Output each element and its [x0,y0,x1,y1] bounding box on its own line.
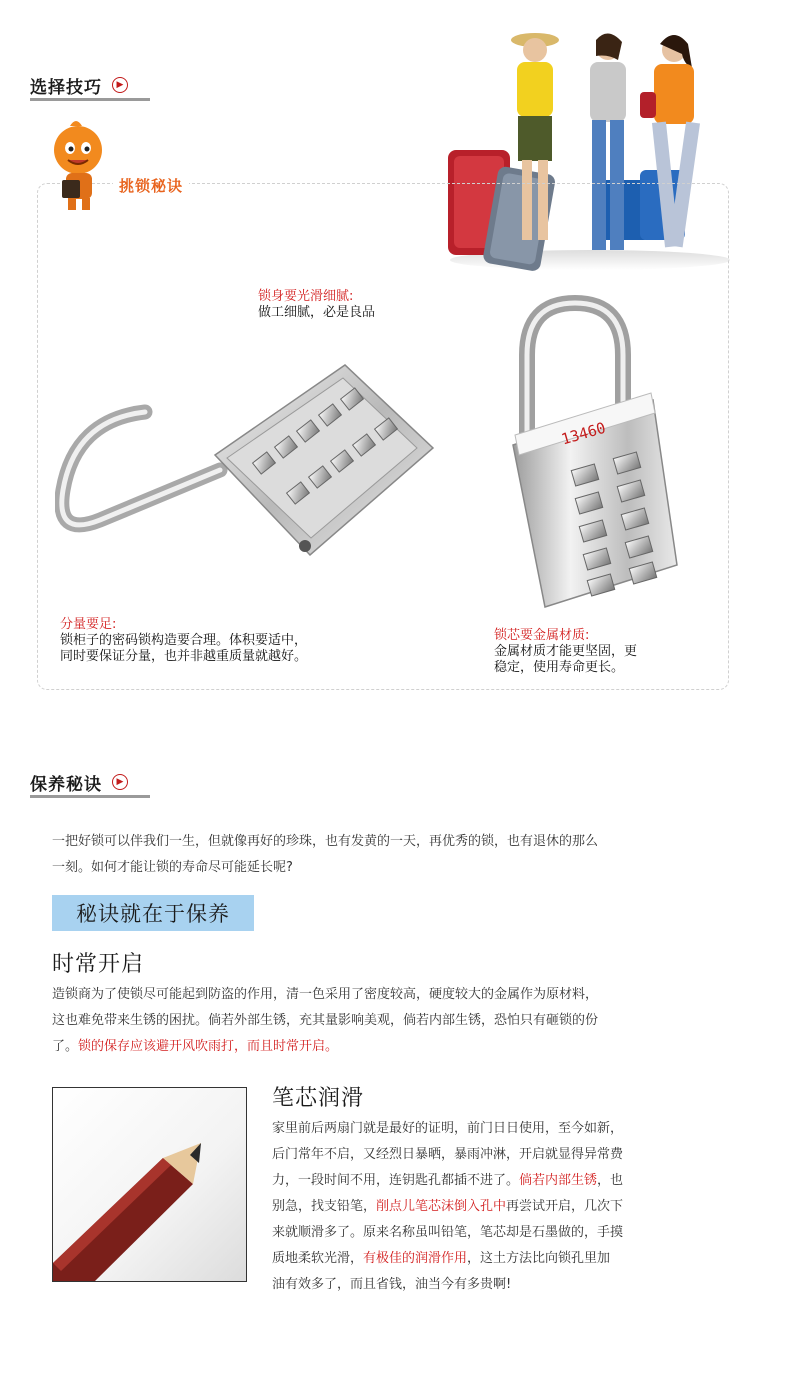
intro-line: 一把好锁可以伴我们一生，但就像再好的珍珠，也有发黄的一天，再优秀的锁，也有退休的那么 [52,834,599,849]
note-weight [60,617,307,665]
tip-line: 这也难免带来生锈的困扰。倘若外部生锈，充其量影响美观，倘若内部生锈，恐怕只有砸锁的份 [52,1013,599,1028]
highlight-text: 削点儿笔芯沫倒入孔中 [376,1199,507,1214]
maintenance-banner: 秘诀就在于保养 [52,895,254,931]
lock-code-text: 13460 [559,418,608,449]
text-span: 再尝试开启，几次下 [506,1199,624,1214]
push-button-lock-open [55,360,440,565]
note-line: 锁柜子的密码锁构造要合理。体积要适中， [60,633,308,648]
note-smooth-body [258,289,375,321]
note-body: 做工细腻，必是良品 [258,305,376,320]
tip-open-often-body [52,982,598,1060]
tip-line [272,1168,623,1194]
tip-graphite-body [272,1116,623,1298]
section-underline [30,795,150,798]
note-title: 锁身要光滑细腻: [258,289,354,304]
note-title: 锁芯要金属材质: [494,628,590,643]
note-title: 分量要足: [60,617,117,632]
push-button-lock-closed [505,295,690,610]
tip-graphite-title: 笔芯润滑 [272,1086,365,1111]
section-title: 选择技巧 [30,77,102,98]
text-span: 力，一段时间不用，连钥匙孔都插不进了。 [272,1173,520,1188]
tip-line [52,1034,598,1060]
text-span: ，这土方法比向锁孔里加 [467,1251,611,1266]
highlight-text: 有极佳的润滑作用 [363,1251,468,1266]
tip-line: 造锁商为了使锁尽可能起到防盗的作用，清一色采用了密度较高，硬度较大的金属作为原材料， [52,987,599,1002]
pencil-icon [53,1088,247,1282]
tip-line [272,1246,623,1272]
text-span: 了。 [52,1039,79,1054]
mascot-icon [50,118,110,213]
tip-line: 来就顺滑多了。原来名称虽叫铅笔，笔芯却是石墨做的，手摸 [272,1225,624,1240]
tip-line: 油有效多了，而且省钱，油当今有多贵啊! [272,1277,512,1292]
note-line: 同时要保证分量，也并非越重质量就越好。 [60,649,308,664]
note-core-material [494,628,637,676]
highlight-text: 倘若内部生锈 [519,1173,598,1188]
arrow-right-icon[interactable]: ▶ [112,774,128,790]
tip-line: 后门常年不启，又经烈日暴晒，暴雨冲淋，开启就显得异常费 [272,1147,624,1162]
tip-open-often-title: 时常开启 [52,952,145,977]
highlight-text: 锁的保存应该避开风吹雨打，而且时常开启。 [78,1039,339,1054]
mascot-title: 挑锁秘诀 [113,175,189,196]
intro-line: 一刻。如何才能让锁的寿命尽可能延长呢? [52,860,293,875]
note-line: 稳定，使用寿命更长。 [494,660,625,675]
tip-line [272,1194,623,1220]
text-span: 别急，找支铅笔， [272,1199,377,1214]
section-title: 保养秘诀 [30,774,102,795]
arrow-right-icon[interactable]: ▶ [112,77,128,93]
section-header-maintenance [30,770,128,794]
intro-paragraph [52,829,598,881]
note-line: 金属材质才能更坚固，更 [494,644,638,659]
section-underline [30,98,150,101]
pencil-photo [52,1087,247,1282]
tip-line: 家里前后两扇门就是最好的证明，前门日日使用，至今如新， [272,1121,624,1136]
section-header-selection [30,73,128,97]
text-span: ，也 [597,1173,624,1188]
text-span: 质地柔软光滑， [272,1251,364,1266]
